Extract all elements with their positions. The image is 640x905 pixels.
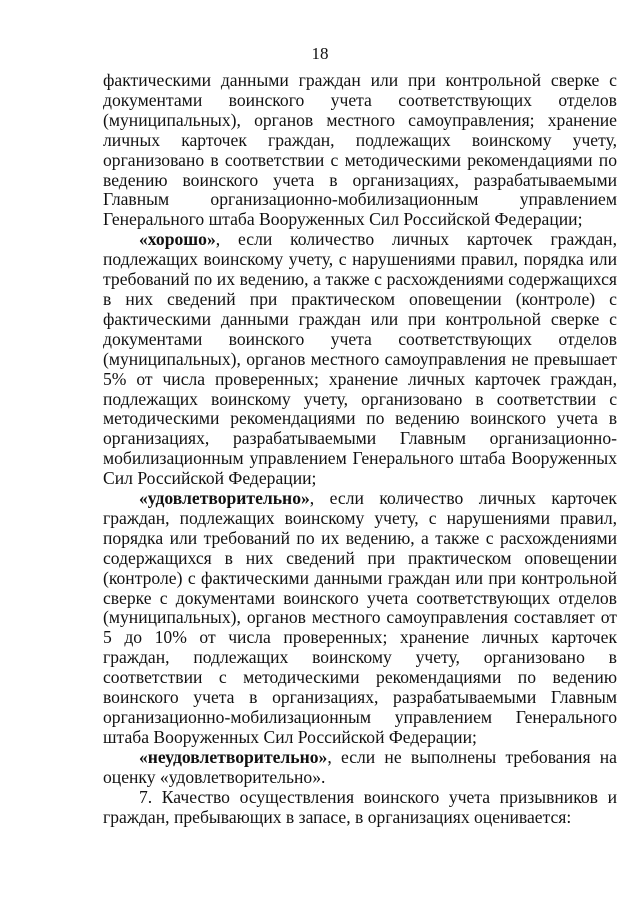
page-number: 18 [311,44,329,63]
paragraph-text: , если не выполнены требования на оценку «удовлетворительно». [103,746,617,787]
paragraph-text: , если количество личных карточек граждан, подлежащих воинскому учету, с нарушениями правил, порядка или требований по их ведению, а также с расхождениями содержащихся в них сведений при практическом оповещении (контроле) с фактическими данными граждан или при контрольной сверке с документами воинского учета соответствующих отделов (муниципальных), органов местного самоуправления не превышает 5% от числа проверенных; хранение личных карточек граждан, подлежащих воинскому учету, организовано в соответствии с методическими рекомендациями по ведению воинского учета в организациях, разрабатываемыми Главным организационно-мобилизационным управлением Генерального штаба Вооруженных Сил Российской Федерации; [103,229,617,489]
paragraph-rating-satisfactory [103,489,617,748]
paragraph-text: фактическими данными граждан или при контрольной сверке с документами воинского учета соответствующих отделов (муниципальных), органов местного самоуправления; хранение личных карточек граждан, подлежащих воинскому учету, организовано в соответствии с методическими рекомендациями по ведению воинского учета в организациях, разрабатываемыми Главным организационно-мобилизационным управлением Генерального штаба Вооруженных Сил Российской Федерации; [103,70,617,230]
rating-term-satisfactory: «удовлетворительно» [139,488,310,509]
paragraph-continuation [103,71,617,230]
paragraph-text: 7. Качество осуществления воинского учета призывников и граждан, пребывающих в запасе, в организациях оценивается: [103,786,617,827]
rating-term-unsatisfactory: «неудовлетворительно» [139,746,328,767]
paragraph-item-7 [103,788,617,828]
rating-term-good: «хорошо» [139,229,216,250]
paragraph-text: , если количество личных карточек граждан, подлежащих воинскому учету, с нарушениями правил, порядка или требований по их ведению, а также с расхождениями содержащихся в них сведений при практическом оповещении (контроле) с фактическими данными граждан или при контрольной сверке с документами воинского учета соответствующих отделов (муниципальных), органов местного самоуправления составляет от 5 до 10% от числа проверенных; хранение личных карточек граждан, подлежащих воинскому учету, организовано в соответствии с методическими рекомендациями по ведению воинского учета в организациях, разрабатываемыми Главным организационно-мобилизационным управлением Генерального штаба Вооруженных Сил Российской Федерации; [103,488,617,747]
paragraph-rating-unsatisfactory [103,748,617,788]
document-body [103,71,617,827]
paragraph-rating-good [103,230,617,489]
